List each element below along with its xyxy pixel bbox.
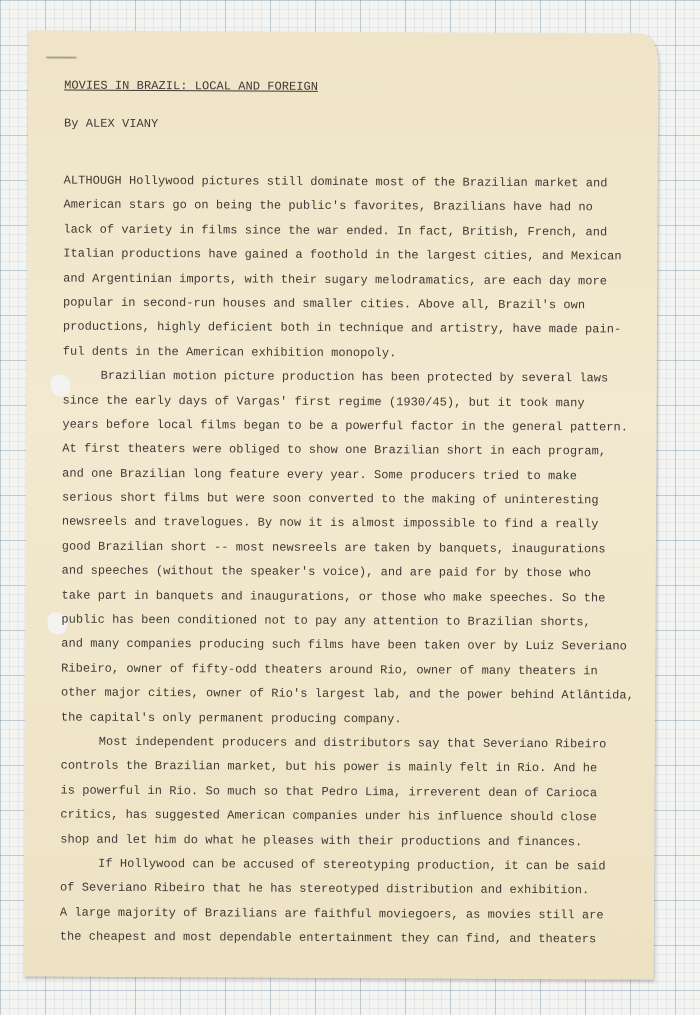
text-line: and Argentinian imports, with their sugary melodramatics, are each day more — [63, 271, 608, 288]
text-line: shop and let him do what he pleases with their productions and finances. — [60, 832, 583, 849]
text-line: controls the Brazilian market, but his power is mainly felt in Rio. And he — [60, 758, 598, 776]
text-line: since the early days of Vargas' first regime (1930/45), but it took many — [62, 393, 585, 410]
text-line: is powerful in Rio. So much so that Pedro Lima, irreverent dean of Carioca — [60, 783, 598, 801]
document-title: MOVIES IN BRAZIL: LOCAL AND FOREIGN — [64, 78, 319, 94]
text-line: and one Brazilian long feature every year. Some producers tried to make — [62, 466, 578, 483]
text-line: Ribeiro, owner of fifty-odd theaters around Rio, owner of many theaters in — [61, 661, 598, 679]
text-line: public has been conditioned not to pay any attention to Brazilian shorts, — [61, 612, 591, 630]
text-line: productions, highly deficient both in technique and artistry, have made pain- — [62, 319, 622, 337]
text-line: critics, has suggested American companies under his influence should close — [60, 807, 597, 825]
text-line: ALTHOUGH Hollywood pictures still dominate most of the Brazilian market and — [63, 173, 608, 191]
article-text — [60, 169, 644, 953]
document-body — [60, 78, 645, 953]
text-line: Most independent producers and distributors say that Severiano Ribeiro — [98, 734, 607, 752]
text-line: good Brazilian short -- most newsreels are taken by banquets, inaugurations — [61, 539, 606, 557]
text-line: lack of variety in films since the war ended. In fact, British, French, and — [63, 222, 608, 240]
text-line: the capital's only permanent producing company. — [60, 710, 402, 726]
text-line: If Hollywood can be accused of stereotyping production, it can be said — [98, 856, 606, 874]
byline: By ALEX VIANY — [63, 116, 159, 132]
text-line: the cheapest and most dependable entertainment they can find, and theaters — [59, 929, 597, 947]
text-line: At first theaters were obliged to show one Brazilian short in each program, — [62, 441, 607, 459]
text-line: Brazilian motion picture production has been protected by several laws — [100, 368, 609, 386]
text-line: serious short films but were soon converted to the making of uninteresting — [61, 490, 599, 508]
text-line: of Severiano Ribeiro that he has stereotyped distribution and exhibition. — [59, 880, 590, 898]
text-line: Italian productions have gained a foothold in the largest cities, and Mexican — [63, 246, 622, 264]
text-line: newsreels and travelogues. By now it is almost impossible to find a really — [61, 515, 599, 532]
text-line: popular in second-run houses and smaller cities. Above all, Brazil's own — [63, 295, 586, 313]
text-line: take part in banquets and inaugurations, or those who make speeches. So the — [61, 588, 606, 606]
text-line: American stars go on being the public's favorites, Brazilians have had no — [63, 197, 593, 215]
typed-page — [24, 30, 659, 979]
text-line: and many companies producing such films have been taken over by Luiz Severiano — [61, 636, 627, 654]
text-line: ful dents in the American exhibition monopoly. — [62, 344, 397, 361]
pencil-mark — [46, 56, 76, 62]
text-line: other major cities, owner of Rio's largest lab, and the power behind Atlântida, — [60, 685, 634, 703]
text-line: years before local films began to be a powerful factor in the general pattern. — [62, 417, 629, 435]
text-line: A large majority of Brazilians are faithful moviegoers, as movies still are — [59, 905, 604, 923]
text-line: and speeches (without the speaker's voice), and are paid for by those who — [61, 563, 592, 581]
